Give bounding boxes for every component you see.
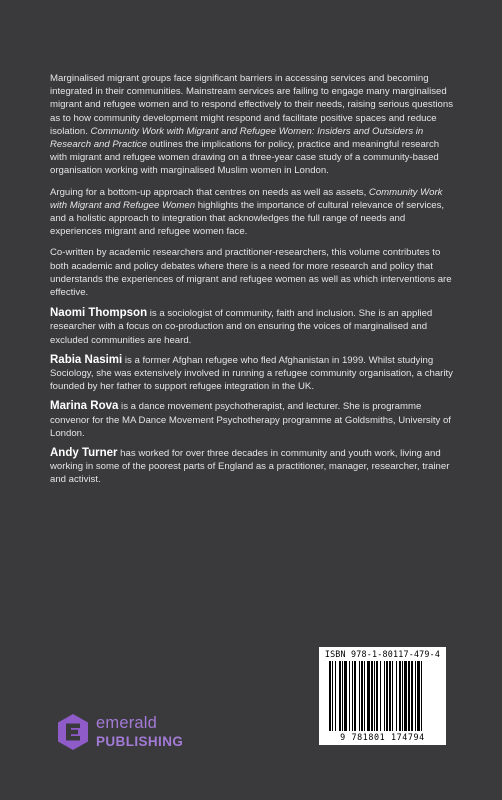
blurb-text: outlines the implications for policy, practice and meaningful research with migrant and refugee women drawing on a three-year case study of a community-based organisation working with marginalised Muslim women in London. <box>50 139 440 177</box>
isbn-label: ISBN 978-1-80117-479-4 <box>324 649 441 659</box>
book-title-italic: Community Work with Migrant and Refugee Women <box>50 186 443 211</box>
author-bio-text: is a former Afghan refugee who fled Afghanistan in 1999. Whilst studying Sociology, she was extensively involved in running a refugee community organisation, a charity founded by her father to support refugee integration in the UK. <box>50 354 453 393</box>
blurb-paragraph-3: Co-written by academic researchers and practitioner-researchers, this volume contributes to both academic and policy debates where there is a need for more research and policy that understands the experiences of migrant and refugee women as well as which interventions are effective. <box>50 247 452 299</box>
author-bio-text: is a dance movement psychotherapist, and lecturer. She is programme convenor for the MA Dance Movement Psychotherapy programme at Goldsmiths, University of London. <box>50 401 451 439</box>
back-cover-text <box>50 72 454 494</box>
blurb-text: highlights the importance of cultural relevance of services, and a holistic approach to integration that acknowledges the full range of needs and experiences migrant and refugee women face. <box>50 199 445 238</box>
author-name: Naomi Thompson <box>50 307 148 320</box>
author-name: Marina Rova <box>50 400 119 413</box>
author-name: Rabia Nasimi <box>50 353 123 366</box>
isbn-digits: 9 781801 174794 <box>340 732 425 742</box>
author-bio <box>50 354 454 394</box>
publisher-subname: PUBLISHING <box>96 734 184 749</box>
author-bio <box>50 447 454 487</box>
barcode-bars <box>329 661 436 731</box>
author-bio-text: is a sociologist of community, faith and inclusion. She is an applied researcher with a focus on co-production and on ensuring the voices of marginalised and excluded communities are heard. <box>50 308 433 346</box>
author-bio-text: has worked for over three decades in community and youth work, living and working in some of the poorest parts of England as a practitioner, manager, researcher, trainer and activist. <box>50 448 450 486</box>
blurb-paragraph-1 <box>50 72 454 178</box>
author-name: Andy Turner <box>50 447 118 460</box>
publisher-logo <box>56 713 196 753</box>
publisher-name: emerald <box>96 714 158 732</box>
book-title-italic: Community Work with Migrant and Refugee Women: Insiders and Outsiders in Research and Practice <box>50 125 424 151</box>
author-bio <box>50 400 454 440</box>
blurb-text: Arguing for a bottom-up approach that centres on needs as well as assets, <box>50 186 369 198</box>
blurb-text: Marginalised migrant groups face significant barriers in accessing services and becoming integrated in their communities. Mainstream services are failing to engage many marginalised migrant and refugee women and to respond effectively to their needs, raising serious questions as to how community development might respond and facilitate positive spaces and reduce isolation. <box>50 73 453 137</box>
blurb-paragraph-2 <box>50 186 454 239</box>
emerald-e-hexagon-icon <box>56 713 90 751</box>
author-bio <box>50 307 454 347</box>
isbn-barcode <box>319 647 446 745</box>
